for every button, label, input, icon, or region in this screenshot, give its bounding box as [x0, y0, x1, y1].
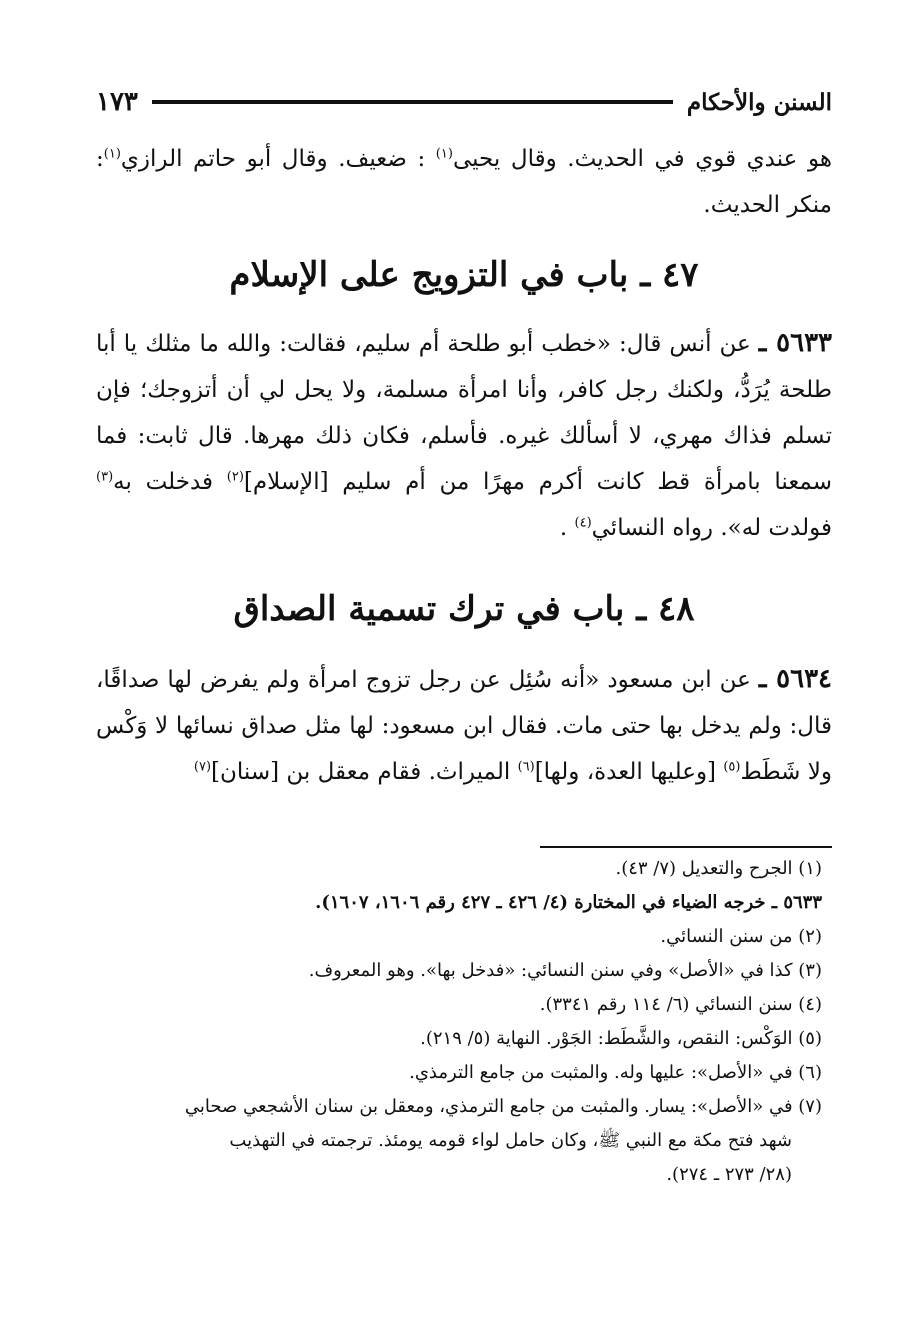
text: : منكر الحديث.	[96, 146, 832, 218]
footnote-ref: (٤)	[574, 515, 592, 531]
footnote-ref: (٢)	[226, 469, 244, 485]
footnote-continuation: (٢٨/ ٢٧٣ ـ ٢٧٤).	[666, 1164, 792, 1185]
text: هو عندي قوي في الحديث. وقال يحيى	[452, 146, 832, 172]
running-head	[96, 84, 832, 120]
header-rule	[152, 100, 673, 104]
hadith-number: ٥٦٣٣ ـ	[758, 328, 833, 358]
chapter-heading: ٤٧ ـ باب في التزويج على الإسلام	[229, 255, 699, 295]
footnote: (٦) في «الأصل»: عليها وله. والمثبت من جامع الترمذي.	[409, 1062, 822, 1083]
hadith-5633	[96, 320, 832, 551]
page-number: ١٧٣	[96, 87, 138, 117]
footnote-ref: (٣)	[96, 469, 114, 485]
text: : ضعيف. وقال أبو حاتم الرازي	[120, 146, 436, 172]
text: الميراث. فقام معقل بن [سنان]	[211, 759, 518, 785]
footnote-separator	[540, 846, 832, 848]
chapter-heading: ٤٨ ـ باب في ترك تسمية الصداق	[233, 589, 695, 629]
text: [وعليها العدة، ولها]	[534, 759, 724, 785]
footnote: (١) الجرح والتعديل (٧/ ٤٣).	[615, 858, 822, 879]
footnote: (٤) سنن النسائي (٦/ ١١٤ رقم ٣٣٤١).	[539, 994, 822, 1015]
footnote-ref: (١)	[435, 146, 453, 162]
footnote-hadith-source: ٥٦٣٣ ـ خرجه الضياء في المختارة (٤/ ٤٢٦ ـ ٤٢٧ رقم ١٦٠٦، ١٦٠٧).	[315, 892, 822, 913]
footnote-ref: (٦)	[517, 759, 535, 775]
text: عن ابن مسعود «أنه سُئِل عن رجل تزوج امرأة ولم يفرض لها صداقًا، قال: ولم يدخل بها حتى مات. فقال ابن مسعود: لها مثل صداق نسائها لا وَكْس ولا شَطَط	[96, 667, 832, 785]
book-title: السنن والأحكام	[686, 88, 832, 116]
text: فدخلت به	[113, 469, 227, 495]
footnote: (٧) في «الأصل»: يسار. والمثبت من جامع الترمذي، ومعقل بن سنان الأشجعي صحابي	[184, 1096, 822, 1117]
footnote-ref: (٥)	[723, 759, 741, 775]
paragraph-continuation	[96, 136, 832, 228]
footnote: (٣) كذا في «الأصل» وفي سنن النسائي: «فدخل بها». وهو المعروف.	[308, 960, 822, 981]
footnote: (٥) الوَكْس: النقص، والشَّطَط: الجَوْر. النهاية (٥/ ٢١٩).	[420, 1028, 822, 1049]
footnote-ref: (٧)	[193, 759, 212, 775]
footnotes	[96, 852, 822, 1192]
hadith-number: ٥٦٣٤ ـ	[758, 664, 832, 694]
footnote-ref: (١)	[103, 146, 121, 162]
footnote-continuation: شهد فتح مكة مع النبي ﷺ، وكان حامل لواء قومه يومئذ. ترجمته في التهذيب	[229, 1130, 792, 1151]
text: .	[559, 515, 575, 541]
text: فولدت له». رواه النسائي	[591, 515, 832, 541]
hadith-5634	[96, 656, 832, 795]
text: عن أنس قال: «خطب أبو طلحة أم سليم، فقالت: والله ما مثلك يا أبا طلحة يُرَدُّ، ولكنك رجل كافر، وأنا امرأة مسلمة، ولا يحل لي أن أتزوجك؛ فإن تسلم فذاك مهري، لا أسألك غيره. فأسلم، فكان ذلك مهرها. قال ثابت: فما سمعنا بامرأة قط كانت أكرم مهرًا من أم سليم [الإسلام]	[96, 331, 832, 495]
footnote: (٢) من سنن النسائي.	[660, 926, 822, 947]
